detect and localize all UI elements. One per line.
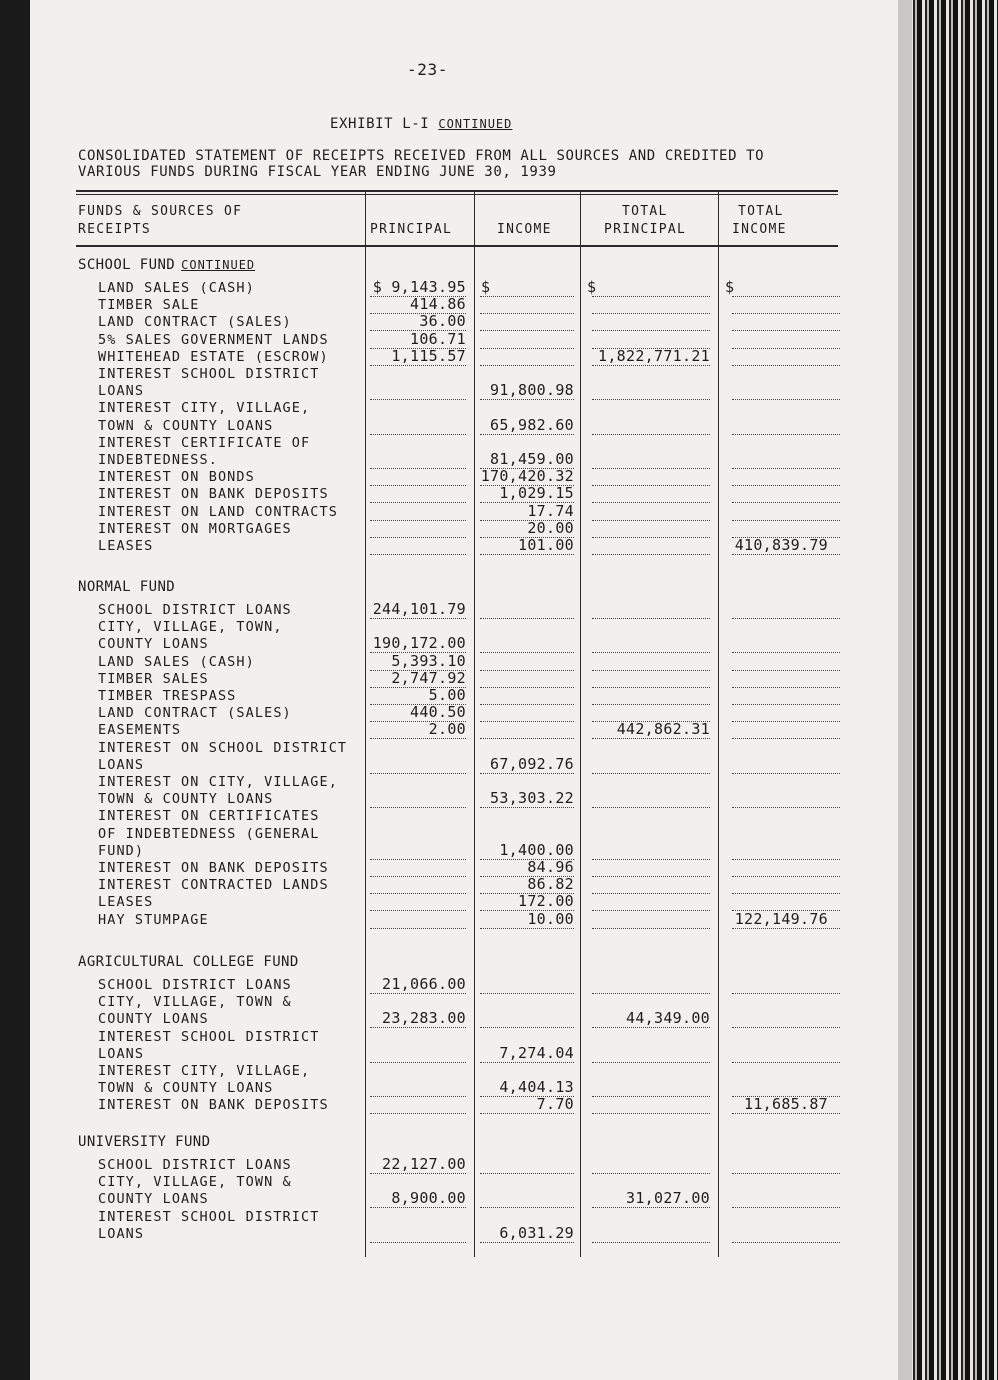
leader-dots <box>480 738 574 739</box>
leader-dots <box>592 876 710 877</box>
leader-dots <box>592 1062 710 1063</box>
leader-dots <box>592 468 710 469</box>
leader-dots <box>370 537 466 538</box>
leader-dots <box>370 468 466 469</box>
leader-dots <box>732 687 840 688</box>
leader-dots <box>732 1207 840 1208</box>
col-header-funds-1: FUNDS & SOURCES OF <box>78 204 243 219</box>
cell-total-principal: 44,349.00 <box>626 1009 710 1028</box>
leader-dots <box>480 1062 574 1063</box>
row-label: INTEREST SCHOOL DISTRICT <box>98 1028 320 1045</box>
row-label: EASEMENTS <box>98 722 182 739</box>
row-label: INTEREST SCHOOL DISTRICT <box>98 1208 320 1225</box>
row-label: INTEREST ON BONDS <box>98 469 255 486</box>
cell-principal: 5.00 <box>428 686 466 704</box>
header-rule-bottom <box>76 245 838 247</box>
row-label: WHITEHEAD ESTATE (ESCROW) <box>98 348 329 365</box>
leader-dots <box>480 773 574 774</box>
leader-dots <box>732 704 840 705</box>
leader-dots <box>370 993 466 994</box>
leader-dots <box>732 313 840 314</box>
leader-dots <box>480 330 574 331</box>
cell-principal: 414.86 <box>410 295 466 314</box>
leader-dots <box>370 876 466 877</box>
leader-dots <box>480 670 574 671</box>
leader-dots <box>592 1096 710 1097</box>
leader-dots <box>732 859 840 860</box>
leader-dots <box>370 434 466 435</box>
leader-dots <box>592 993 710 994</box>
leader-dots <box>480 434 574 435</box>
leader-dots <box>592 687 710 688</box>
cell-principal: 106.71 <box>410 329 466 348</box>
leader-dots <box>732 773 840 774</box>
cell-income: 170,420.32 <box>480 467 574 486</box>
row-label: OF INDEBTEDNESS (GENERAL <box>98 825 320 842</box>
row-label: INTEREST ON MORTGAGES <box>98 520 292 537</box>
leader-dots <box>480 704 574 705</box>
leader-dots <box>732 1173 840 1174</box>
cell-total-principal: $ <box>587 278 597 296</box>
leader-dots <box>592 502 710 503</box>
leader-dots <box>732 993 840 994</box>
leader-dots <box>732 807 840 808</box>
leader-dots <box>480 365 574 366</box>
leader-dots <box>732 618 840 619</box>
leader-dots <box>592 928 710 929</box>
leader-dots <box>732 738 840 739</box>
leader-dots <box>480 928 574 929</box>
cell-principal: 21,066.00 <box>382 975 466 993</box>
leader-dots <box>370 1207 466 1208</box>
row-label: INTEREST SCHOOL DISTRICT <box>98 366 320 382</box>
leader-dots <box>592 893 710 894</box>
row-label: CITY, VILLAGE, TOWN, <box>98 619 283 636</box>
leader-dots <box>480 296 574 297</box>
leader-dots <box>592 485 710 486</box>
leader-dots <box>592 807 710 808</box>
leader-dots <box>732 468 840 469</box>
leader-dots <box>592 365 710 366</box>
leader-dots <box>370 1096 466 1097</box>
leader-dots <box>732 1062 840 1063</box>
leader-dots <box>732 348 840 349</box>
leader-dots <box>732 1242 840 1243</box>
leader-dots <box>370 1113 466 1114</box>
exhibit-continued: CONTINUED <box>438 117 513 131</box>
leader-dots <box>732 502 840 503</box>
section-title-university: UNIVERSITY FUND <box>78 1134 211 1150</box>
leader-dots <box>592 859 710 860</box>
leader-dots <box>370 738 466 739</box>
leader-dots <box>480 1173 574 1174</box>
row-label: INTEREST ON CERTIFICATES <box>98 808 320 825</box>
row-label: INTEREST ON SCHOOL DISTRICT <box>98 739 348 756</box>
leader-dots <box>370 554 466 555</box>
cell-income: 172.00 <box>518 892 574 911</box>
leader-dots <box>370 1027 466 1028</box>
exhibit-label: EXHIBIT L-I <box>330 116 430 132</box>
row-label: TIMBER TRESPASS <box>98 688 237 704</box>
leader-dots <box>732 1113 840 1114</box>
cell-income: 86.82 <box>527 875 574 894</box>
leader-dots <box>592 554 710 555</box>
leader-dots <box>370 1242 466 1243</box>
leader-dots <box>370 773 466 774</box>
leader-dots <box>370 928 466 929</box>
cell-income: 10.00 <box>527 909 574 928</box>
cell-income: 65,982.60 <box>490 415 574 434</box>
row-label: TIMBER SALES <box>98 670 209 687</box>
cell-total-income: $ <box>725 278 735 296</box>
row-label: INTEREST CITY, VILLAGE, <box>98 1063 311 1079</box>
cell-total-income: 410,839.79 <box>734 536 828 554</box>
cell-principal: 2.00 <box>428 720 466 739</box>
cell-principal: 22,127.00 <box>382 1155 466 1173</box>
row-label: LAND SALES (CASH) <box>98 653 255 670</box>
leader-dots <box>592 313 710 314</box>
leader-dots <box>592 1113 710 1114</box>
col-header-funds-2: RECEIPTS <box>78 222 152 237</box>
exhibit-heading <box>330 116 512 132</box>
row-label: TIMBER SALE <box>98 297 200 314</box>
row-label: LOANS <box>98 1045 145 1062</box>
header-rule-top-2 <box>76 194 838 195</box>
leader-dots <box>592 704 710 705</box>
leader-dots <box>480 721 574 722</box>
cell-income: 81,459.00 <box>490 450 574 468</box>
row-label: 5% SALES GOVERNMENT LANDS <box>98 331 329 348</box>
leader-dots <box>480 1242 574 1243</box>
leader-dots <box>592 1207 710 1208</box>
cell-income: 17.74 <box>527 501 574 520</box>
leader-dots <box>370 910 466 911</box>
cell-income: 53,303.22 <box>490 789 574 808</box>
row-label: CITY, VILLAGE, TOWN & <box>98 1174 292 1191</box>
row-label: SCHOOL DISTRICT LOANS <box>98 977 292 993</box>
leader-dots <box>592 773 710 774</box>
leader-dots <box>732 520 840 521</box>
leader-dots <box>732 554 840 555</box>
row-label: INTEREST ON LAND CONTRACTS <box>98 503 338 520</box>
leader-dots <box>592 910 710 911</box>
cell-principal: 440.50 <box>410 703 466 722</box>
leader-dots <box>480 554 574 555</box>
section-continued-label: CONTINUED <box>181 258 256 272</box>
row-label: CITY, VILLAGE, TOWN & <box>98 994 292 1011</box>
cell-total-income: 11,685.87 <box>744 1095 828 1114</box>
statement-title-line-1: CONSOLIDATED STATEMENT OF RECEIPTS RECEIVED FROM ALL SOURCES AND CREDITED TO <box>78 148 765 164</box>
leader-dots <box>592 434 710 435</box>
leader-dots <box>480 399 574 400</box>
leader-dots <box>480 687 574 688</box>
cell-principal: 2,747.92 <box>391 668 466 687</box>
leader-dots <box>480 652 574 653</box>
leader-dots <box>370 520 466 521</box>
leader-dots <box>592 738 710 739</box>
leader-dots <box>592 296 710 297</box>
row-label: LEASES <box>98 894 154 911</box>
cell-income: 6,031.29 <box>499 1223 574 1242</box>
row-label: INTEREST ON CITY, VILLAGE, <box>98 774 338 790</box>
cell-principal: 244,101.79 <box>372 600 466 618</box>
row-label: COUNTY LOANS <box>98 636 209 653</box>
leader-dots <box>480 1207 574 1208</box>
row-label: INTEREST CERTIFICATE OF <box>98 434 311 451</box>
row-label: INTEREST ON BANK DEPOSITS <box>98 1097 329 1114</box>
leader-dots <box>480 348 574 349</box>
cell-total-income: 122,149.76 <box>734 909 828 928</box>
row-label: COUNTY LOANS <box>98 1011 209 1028</box>
leader-dots <box>370 399 466 400</box>
leader-dots <box>370 485 466 486</box>
cell-income: 7,274.04 <box>499 1043 574 1062</box>
leader-dots <box>732 399 840 400</box>
cell-total-principal: 442,862.31 <box>616 720 710 739</box>
leader-dots <box>370 1173 466 1174</box>
row-label: LAND SALES (CASH) <box>98 280 255 296</box>
row-label: INDEBTEDNESS. <box>98 452 218 468</box>
leader-dots <box>592 537 710 538</box>
leader-dots <box>480 807 574 808</box>
cell-income: 1,029.15 <box>499 484 574 503</box>
row-label: LOANS <box>98 756 145 773</box>
leader-dots <box>592 1027 710 1028</box>
col-header-total-income-2: INCOME <box>732 222 787 237</box>
leader-dots <box>480 313 574 314</box>
row-label: LAND CONTRACT (SALES) <box>98 314 292 331</box>
leader-dots <box>592 330 710 331</box>
leader-dots <box>732 721 840 722</box>
row-label: SCHOOL DISTRICT LOANS <box>98 602 292 618</box>
leader-dots <box>732 652 840 653</box>
cell-income: 67,092.76 <box>490 754 574 773</box>
leader-dots <box>480 993 574 994</box>
row-label: LOANS <box>98 383 145 400</box>
row-label: LAND CONTRACT (SALES) <box>98 705 292 722</box>
leader-dots <box>370 859 466 860</box>
col-header-total-principal-2: PRINCIPAL <box>604 222 687 237</box>
cell-principal: $ 9,143.95 <box>372 278 466 296</box>
leader-dots <box>732 1027 840 1028</box>
leader-dots <box>592 670 710 671</box>
leader-dots <box>732 434 840 435</box>
leader-dots <box>592 1173 710 1174</box>
cell-principal: 8,900.00 <box>391 1189 466 1208</box>
leader-dots <box>370 502 466 503</box>
leader-dots <box>370 365 466 366</box>
row-label: HAY STUMPAGE <box>98 911 209 928</box>
section-title-normal: NORMAL FUND <box>78 579 176 595</box>
row-label: TOWN & COUNTY LOANS <box>98 1080 274 1097</box>
leader-dots <box>370 893 466 894</box>
row-label: LOANS <box>98 1225 145 1242</box>
cell-principal: 23,283.00 <box>382 1009 466 1028</box>
cell-income: 20.00 <box>527 518 574 537</box>
book-page-edges <box>898 0 998 1380</box>
leader-dots <box>732 296 840 297</box>
cell-income: 4,404.13 <box>499 1078 574 1097</box>
page-number: -23- <box>407 60 448 79</box>
cell-income: 7.70 <box>536 1095 574 1114</box>
leader-dots <box>592 1242 710 1243</box>
cell-income: 101.00 <box>518 536 574 554</box>
leader-dots <box>370 1062 466 1063</box>
row-label: INTEREST CITY, VILLAGE, <box>98 400 311 417</box>
leader-dots <box>732 485 840 486</box>
leader-dots <box>732 365 840 366</box>
section-title-school: SCHOOL FUND CONTINUED <box>78 257 256 273</box>
header-rule-top <box>76 190 838 192</box>
col-header-principal: PRINCIPAL <box>370 222 453 237</box>
row-label: SCHOOL DISTRICT LOANS <box>98 1157 292 1173</box>
cell-principal: 5,393.10 <box>391 651 466 670</box>
row-label: COUNTY LOANS <box>98 1191 209 1208</box>
cell-income: 84.96 <box>527 858 574 876</box>
leader-dots <box>732 893 840 894</box>
col-header-income: INCOME <box>497 222 552 237</box>
leader-dots <box>592 520 710 521</box>
leader-dots <box>480 1027 574 1028</box>
leader-dots <box>732 876 840 877</box>
leader-dots <box>732 330 840 331</box>
row-label: TOWN & COUNTY LOANS <box>98 417 274 434</box>
cell-income: $ <box>481 278 491 296</box>
statement-title-line-2: VARIOUS FUNDS DURING FISCAL YEAR ENDING JUNE 30, 1939 <box>78 164 557 180</box>
leader-dots <box>732 928 840 929</box>
section-title-agricultural: AGRICULTURAL COLLEGE FUND <box>78 954 299 970</box>
cell-principal: 190,172.00 <box>372 634 466 653</box>
leader-dots <box>592 652 710 653</box>
col-header-total-principal-1: TOTAL <box>622 204 668 219</box>
page-edge-shadow <box>898 0 912 1380</box>
cell-income: 1,400.00 <box>499 840 574 859</box>
leader-dots <box>592 399 710 400</box>
row-label: INTEREST CONTRACTED LANDS <box>98 877 329 894</box>
col-header-total-income-1: TOTAL <box>738 204 784 219</box>
cell-total-principal: 1,822,771.21 <box>598 346 710 365</box>
leader-dots <box>592 618 710 619</box>
leader-dots <box>370 807 466 808</box>
cell-income: 91,800.98 <box>490 381 574 400</box>
cell-principal: 1,115.57 <box>391 346 466 365</box>
cell-principal: 36.00 <box>419 312 466 331</box>
row-label: INTEREST ON BANK DEPOSITS <box>98 860 329 876</box>
leader-dots <box>480 618 574 619</box>
row-label: TOWN & COUNTY LOANS <box>98 791 274 808</box>
leader-dots <box>370 618 466 619</box>
leader-dots <box>480 1113 574 1114</box>
row-label: INTEREST ON BANK DEPOSITS <box>98 486 329 503</box>
row-label: FUND) <box>98 842 145 859</box>
leader-dots <box>732 670 840 671</box>
row-label: LEASES <box>98 538 154 554</box>
cell-total-principal: 31,027.00 <box>626 1189 710 1208</box>
